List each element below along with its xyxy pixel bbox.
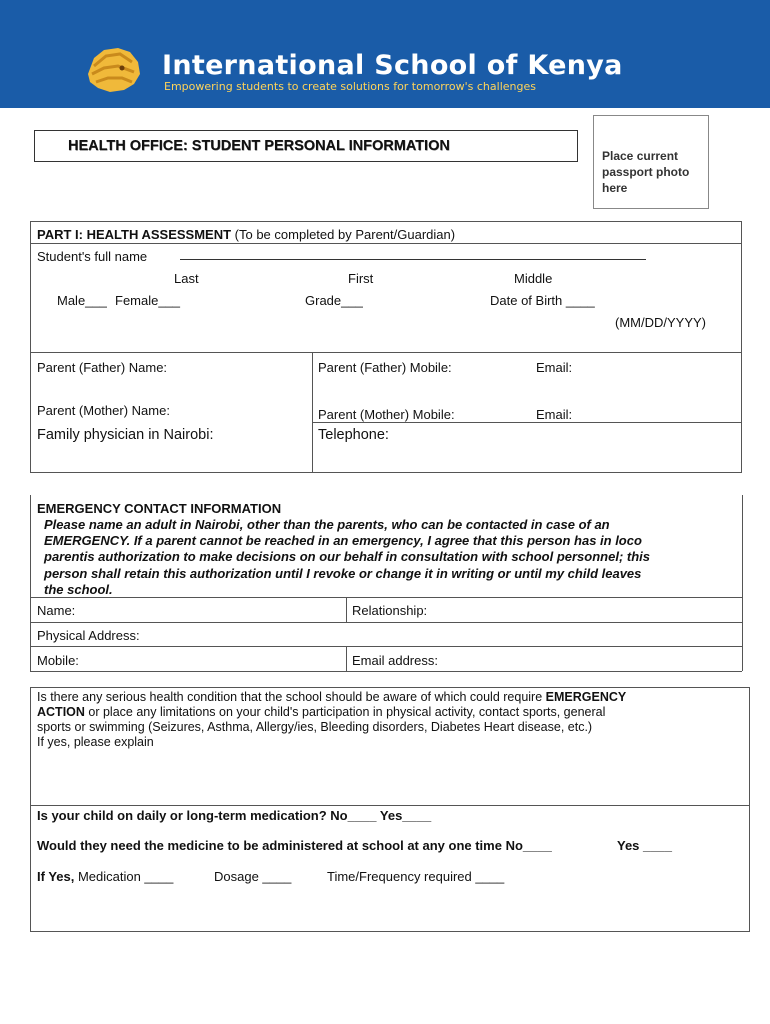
school-medication-yes[interactable]: Yes ____ — [617, 838, 672, 853]
divider — [30, 352, 742, 353]
health-question-2 — [37, 705, 605, 719]
divider — [30, 805, 750, 806]
female-field[interactable]: Female___ — [115, 293, 181, 308]
health-explain-field[interactable]: If yes, please explain — [37, 735, 154, 749]
emergency-text-5: the school. — [44, 582, 113, 597]
school-tagline: Empowering students to create solutions for tomorrow's challenges — [164, 80, 536, 93]
full-name-field[interactable] — [180, 259, 646, 260]
divider — [346, 646, 347, 671]
first-label: First — [348, 271, 374, 286]
health-question-3: sports or swimming (Seizures, Asthma, Allergy/ies, Bleeding disorders, Diabetes Heart disease, etc.) — [37, 720, 593, 734]
contact-email-field[interactable]: Email address: — [352, 653, 438, 668]
if-yes-row — [37, 869, 173, 884]
photo-line-3: here — [602, 181, 628, 195]
divider — [742, 495, 743, 671]
emergency-text-1: Please name an adult in Nairobi, other than the parents, who can be contacted in case of an — [44, 517, 610, 532]
health-question-1 — [37, 690, 626, 704]
divider — [30, 622, 742, 623]
grade-field[interactable]: Grade___ — [305, 293, 363, 308]
mother-mobile-field[interactable]: Parent (Mother) Mobile: — [318, 407, 455, 422]
health-q2-text: or place any limitations on your child's participation in physical activity, contact sports, general — [84, 705, 606, 719]
dob-field[interactable]: Date of Birth ____ — [490, 293, 595, 308]
medication-field[interactable]: Medication ____ — [74, 869, 174, 884]
health-q1-bold: EMERGENCY — [545, 690, 627, 704]
male-field[interactable]: Male___ — [57, 293, 107, 308]
mother-email-field[interactable]: Email: — [536, 407, 573, 422]
physical-address-field[interactable]: Physical Address: — [37, 628, 140, 643]
emergency-heading: EMERGENCY CONTACT INFORMATION — [37, 501, 282, 516]
emergency-text-3: parentis authorization to make decisions on our behalf in consultation with school personnel; this — [44, 549, 651, 564]
photo-line-1: Place current — [602, 149, 679, 163]
contact-name-field[interactable]: Name: — [37, 603, 76, 618]
divider — [30, 597, 742, 598]
contact-mobile-field[interactable]: Mobile: — [37, 653, 79, 668]
part1-heading-rest: (To be completed by Parent/Guardian) — [231, 227, 456, 242]
physician-field[interactable]: Family physician in Nairobi: — [37, 427, 214, 443]
photo-line-2: passport photo — [602, 165, 690, 179]
emergency-text-2: EMERGENCY. If a parent cannot be reached in an emergency, I agree that this person has in loco — [44, 533, 642, 548]
divider — [30, 495, 31, 671]
last-label: Last — [174, 271, 199, 286]
school-name: International School of Kenya — [162, 50, 623, 81]
lion-head-logo-icon — [84, 44, 142, 94]
emergency-text-4: person shall retain this authorization until I revoke or change it in writing or until my child leaves — [44, 566, 642, 581]
photo-instructions — [602, 148, 702, 196]
full-name-label: Student's full name — [37, 249, 148, 264]
father-email-field[interactable]: Email: — [536, 360, 573, 375]
middle-label: Middle — [514, 271, 553, 286]
dob-format: (MM/DD/YYYY) — [615, 315, 706, 330]
divider — [30, 646, 742, 647]
health-q1-text: Is there any serious health condition that the school should be aware of which could require — [37, 690, 546, 704]
relationship-field[interactable]: Relationship: — [352, 603, 428, 618]
page-title: HEALTH OFFICE: STUDENT PERSONAL INFORMATION — [68, 138, 450, 154]
divider — [312, 422, 742, 423]
part1-heading-bold: PART I: HEALTH ASSESSMENT — [37, 227, 232, 242]
mother-name-field[interactable]: Parent (Mother) Name: — [37, 403, 170, 418]
telephone-field[interactable]: Telephone: — [318, 427, 389, 443]
medication-question[interactable]: Is your child on daily or long-term medication? No____ Yes____ — [37, 808, 432, 823]
health-q2-bold: ACTION — [37, 705, 85, 719]
father-name-field[interactable]: Parent (Father) Name: — [37, 360, 168, 375]
divider — [312, 352, 313, 473]
time-frequency-field[interactable]: Time/Frequency required ____ — [327, 869, 505, 884]
father-mobile-field[interactable]: Parent (Father) Mobile: — [318, 360, 452, 375]
divider — [30, 671, 742, 672]
part1-heading — [37, 227, 455, 242]
dosage-field[interactable]: Dosage ____ — [214, 869, 292, 884]
divider — [30, 243, 742, 244]
school-medication-question[interactable]: Would they need the medicine to be administered at school at any one time No____ — [37, 838, 552, 853]
if-yes-label: If Yes, — [37, 869, 75, 884]
divider — [346, 597, 347, 622]
